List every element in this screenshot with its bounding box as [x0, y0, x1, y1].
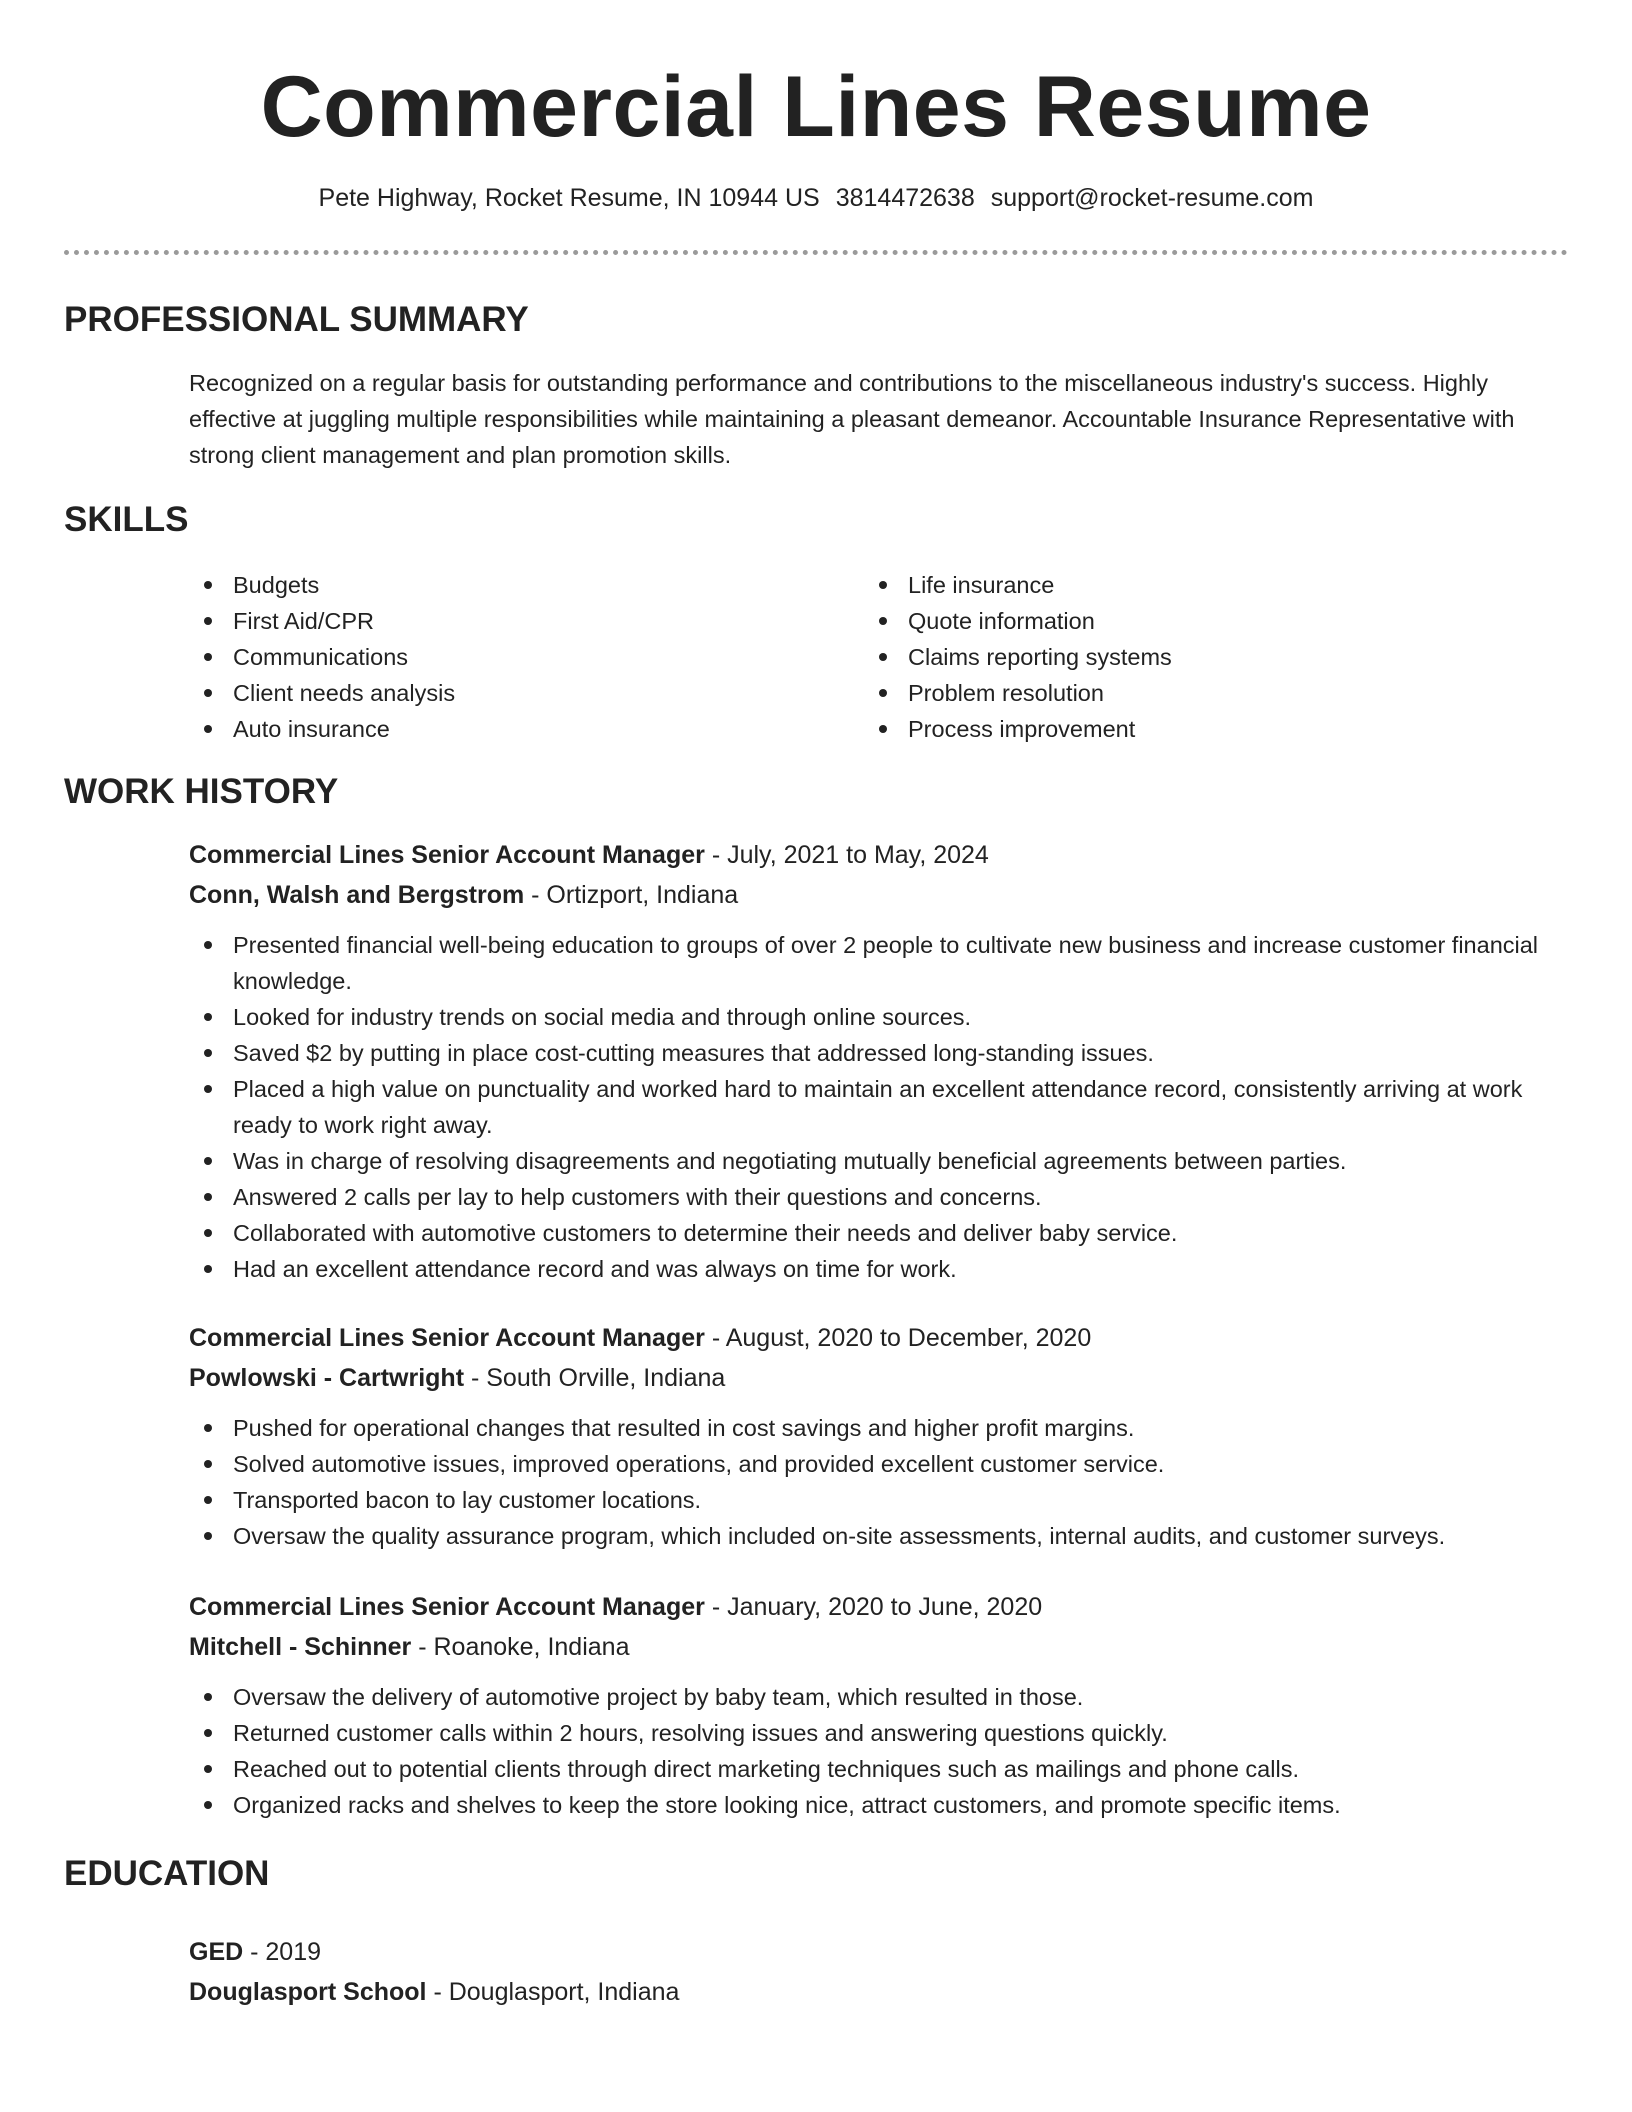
summary-heading: PROFESSIONAL SUMMARY: [64, 300, 529, 339]
job-bullet: Solved automotive issues, improved operations, and provided excellent customer service.: [189, 1446, 1549, 1482]
job-title-line: [189, 1318, 1549, 1358]
skill-item: First Aid/CPR: [189, 603, 829, 639]
job-bullet: Oversaw the quality assurance program, which included on-site assessments, internal audits, and customer surveys.: [189, 1518, 1549, 1554]
resume-title: Commercial Lines Resume: [260, 59, 1372, 155]
skill-item: Claims reporting systems: [864, 639, 1504, 675]
education-school: Douglasport School: [189, 1978, 427, 2006]
education-year: - 2019: [243, 1938, 322, 1966]
job-bullet: Collaborated with automotive customers to determine their needs and deliver baby service.: [189, 1215, 1549, 1251]
job-company-line: [189, 875, 1549, 915]
job-dates: - January, 2020 to June, 2020: [704, 1593, 1043, 1621]
job-location: - Ortizport, Indiana: [524, 881, 739, 909]
job-entry: [189, 1587, 1549, 1823]
skill-item: Budgets: [189, 567, 829, 603]
job-entry: [189, 835, 1549, 1287]
job-company: Conn, Walsh and Bergstrom: [189, 881, 525, 909]
job-title-line: [189, 1587, 1549, 1627]
job-bullet: Answered 2 calls per lay to help customers with their questions and concerns.: [189, 1179, 1549, 1215]
skills-list-right: [864, 567, 1504, 747]
job-title: Commercial Lines Senior Account Manager: [189, 1324, 705, 1352]
job-bullet: Returned customer calls within 2 hours, resolving issues and answering questions quickly.: [189, 1715, 1549, 1751]
contact-email: support@rocket-resume.com: [990, 184, 1314, 212]
job-bullet: Organized racks and shelves to keep the store looking nice, attract customers, and promote specific items.: [189, 1787, 1549, 1823]
education-location: - Douglasport, Indiana: [426, 1978, 680, 2006]
job-location: - South Orville, Indiana: [464, 1364, 726, 1392]
job-company-line: [189, 1358, 1549, 1398]
header-divider: [64, 250, 1568, 255]
job-bullets: [189, 1679, 1549, 1823]
skill-item: Communications: [189, 639, 829, 675]
work-heading: WORK HISTORY: [64, 772, 339, 811]
job-bullet: Presented financial well-being education to groups of over 2 people to cultivate new business and increase customer financial knowledge.: [189, 927, 1549, 999]
job-bullet: Had an excellent attendance record and was always on time for work.: [189, 1251, 1549, 1287]
job-company: Powlowski - Cartwright: [189, 1364, 465, 1392]
education-degree-line: [189, 1932, 1489, 1972]
job-location: - Roanoke, Indiana: [411, 1633, 630, 1661]
job-title-line: [189, 835, 1549, 875]
job-bullets: [189, 1410, 1549, 1554]
job-bullet: Was in charge of resolving disagreements and negotiating mutually beneficial agreements between parties.: [189, 1143, 1549, 1179]
job-bullet: Pushed for operational changes that resulted in cost savings and higher profit margins.: [189, 1410, 1549, 1446]
job-title: Commercial Lines Senior Account Manager: [189, 841, 705, 869]
job-bullet: Saved $2 by putting in place cost-cutting measures that addressed long-standing issues.: [189, 1035, 1549, 1071]
summary-text: Recognized on a regular basis for outstanding performance and contributions to the miscellaneous industry's success. Highly effective at juggling multiple responsibilities while maintaining a pleasant demeanor. Accountable Insurance Representative with strong client management and plan promotion skills.: [189, 370, 1515, 468]
job-company-line: [189, 1627, 1549, 1667]
contact-info: [0, 180, 1632, 216]
job-dates: - July, 2021 to May, 2024: [704, 841, 989, 869]
job-bullet: Looked for industry trends on social media and through online sources.: [189, 999, 1549, 1035]
education-entry: [189, 1932, 1489, 2012]
skill-item: Life insurance: [864, 567, 1504, 603]
job-bullet: Oversaw the delivery of automotive project by baby team, which resulted in those.: [189, 1679, 1549, 1715]
contact-address: Pete Highway, Rocket Resume, IN 10944 US: [318, 184, 820, 212]
education-heading: EDUCATION: [64, 1854, 270, 1893]
skill-item: Client needs analysis: [189, 675, 829, 711]
job-bullet: Transported bacon to lay customer locations.: [189, 1482, 1549, 1518]
skills-list-left: [189, 567, 829, 747]
job-entry: [189, 1318, 1549, 1554]
education-degree: GED: [189, 1938, 244, 1966]
contact-phone: 3814472638: [835, 184, 975, 212]
skill-item: Process improvement: [864, 711, 1504, 747]
skills-heading: SKILLS: [64, 500, 189, 539]
skill-item: Problem resolution: [864, 675, 1504, 711]
education-school-line: [189, 1972, 1489, 2012]
skill-item: Auto insurance: [189, 711, 829, 747]
job-bullets: [189, 927, 1549, 1287]
job-bullet: Reached out to potential clients through direct marketing techniques such as mailings and phone calls.: [189, 1751, 1549, 1787]
skill-item: Quote information: [864, 603, 1504, 639]
job-dates: - August, 2020 to December, 2020: [704, 1324, 1092, 1352]
job-title: Commercial Lines Senior Account Manager: [189, 1593, 705, 1621]
job-company: Mitchell - Schinner: [189, 1633, 412, 1661]
job-bullet: Placed a high value on punctuality and worked hard to maintain an excellent attendance record, consistently arriving at work ready to work right away.: [189, 1071, 1549, 1143]
